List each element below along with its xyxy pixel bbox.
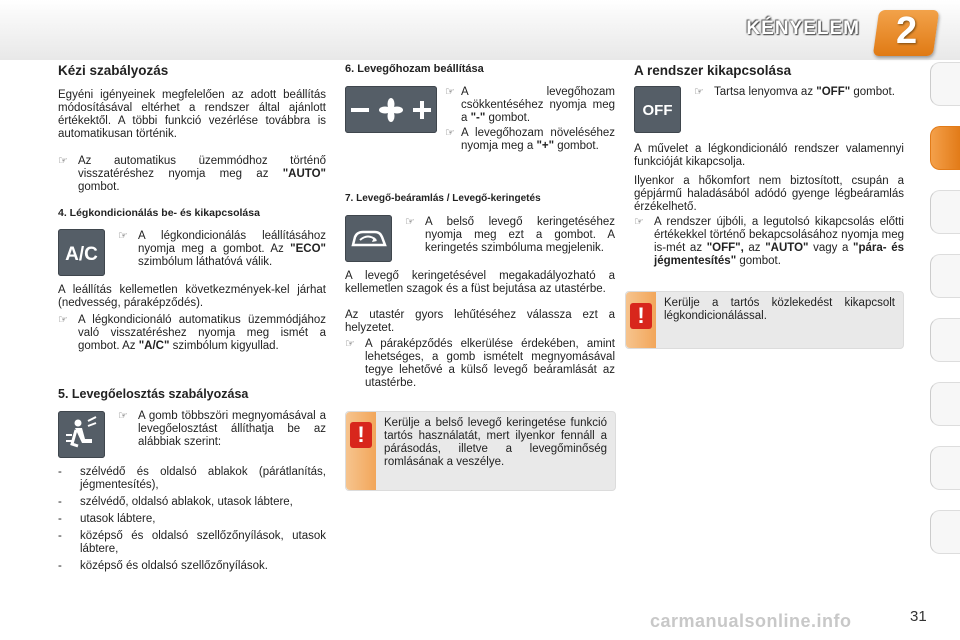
page-number: 31 xyxy=(910,608,927,625)
recirculation-para-1: A levegő keringetésével megakadályozható a kellemetlen szagok és a füst bejutása az utastérbe. xyxy=(345,270,615,295)
chapter-number: 2 xyxy=(896,10,918,52)
text: gombot. xyxy=(850,86,895,98)
text: gombot. xyxy=(736,255,781,267)
text: gombot. xyxy=(78,181,120,193)
text: A levegőhozam csökkentéséhez nyomja meg a xyxy=(461,86,615,124)
chapter-tabs xyxy=(930,62,960,582)
recirculation-bullet-2 xyxy=(345,338,615,390)
recirculation-heading: 7. Levegő-beáramlás / Levegő-keringetés xyxy=(345,193,541,204)
text-bold: "A/C" xyxy=(138,340,170,352)
text: szimbólum kigyullad. xyxy=(169,340,279,352)
watermark: carmanualsonline.info xyxy=(650,611,852,631)
chapter-tab[interactable] xyxy=(930,446,960,490)
distribution-heading: 5. Levegőelosztás szabályozása xyxy=(58,387,249,401)
airflow-heading: 6. Levegőhozam beállítása xyxy=(345,63,484,75)
manual-title: Kézi szabályozás xyxy=(58,63,169,78)
list-item xyxy=(58,560,326,573)
text-bold: "OFF", xyxy=(706,242,744,254)
text: A páraképződés elkerülése érdekében, amint lehetséges, a gomb ismételt megnyomásával tegye lehetővé a külső levegő beáramlását az utastérbe. xyxy=(365,338,615,389)
chapter-tab[interactable] xyxy=(930,510,960,554)
text: gombot. xyxy=(485,112,531,124)
ac-icon-label: A/C xyxy=(65,244,98,265)
airflow-increase-bullet xyxy=(445,127,615,153)
text: A levegőhozam növeléséhez nyomja meg a xyxy=(461,127,615,152)
distribution-bullet xyxy=(118,410,326,449)
list-item-text: szélvédő és oldalsó ablakok (párátlanítás, jégmentesítés), xyxy=(80,466,326,491)
list-item xyxy=(58,466,326,492)
text-bold: "-" xyxy=(470,112,486,124)
recirculation-warning xyxy=(345,411,616,491)
system-off-warning xyxy=(625,291,904,349)
text: A légkondicionálás leállításához nyomja meg a gombot. Az xyxy=(138,230,326,255)
list-item xyxy=(58,496,326,509)
bullet-hand-icon: ☞ xyxy=(634,216,644,228)
off-button-icon xyxy=(634,86,681,133)
text: A légkondicionáló automatikus üzemmódjához való visszatéréshez nyomja meg ismét a gombot. Az xyxy=(78,314,326,352)
dash: - xyxy=(58,496,62,508)
warning-text: Kerülje a tartós közlekedést kikapcsolt légkondicionálással. xyxy=(664,297,895,322)
text-bold: "pára- és jégmentesítés" xyxy=(654,242,904,267)
page-header xyxy=(0,0,960,62)
text: Az automatikus üzemmódhoz történő visszatéréshez nyomja meg az xyxy=(78,155,326,180)
ac-heading: 4. Légkondicionálás be- és kikapcsolása xyxy=(58,207,260,219)
text: gombot. xyxy=(554,140,599,152)
chapter-tab[interactable] xyxy=(930,254,960,298)
recirculation-icon xyxy=(345,215,392,262)
text-bold: "AUTO" xyxy=(282,168,326,180)
dash: - xyxy=(58,560,62,572)
bullet-hand-icon: ☞ xyxy=(58,314,68,326)
manual-bullet xyxy=(58,155,326,194)
ac-bullet xyxy=(118,230,326,269)
off-icon-label: OFF xyxy=(642,102,673,119)
warning-bar xyxy=(626,292,656,348)
ac-para: A leállítás kellemetlen következmények-kel járhat (nedvesség, páraképződés). xyxy=(58,284,326,309)
recirculation-bullet xyxy=(405,216,615,255)
dash: - xyxy=(58,513,62,525)
system-off-bullet xyxy=(694,86,904,99)
text-bold: "ECO" xyxy=(290,243,326,255)
dash: - xyxy=(58,466,62,478)
chapter-tab[interactable] xyxy=(930,190,960,234)
text: az xyxy=(743,242,766,254)
airflow-decrease-bullet xyxy=(445,86,615,125)
bullet-hand-icon: ☞ xyxy=(118,230,128,242)
list-item-text: szélvédő, oldalsó ablakok, utasok lábtere, xyxy=(80,496,293,508)
system-on-bullet xyxy=(634,216,904,268)
warning-icon: ! xyxy=(350,422,372,448)
text: Tartsa lenyomva az xyxy=(714,86,817,98)
list-item xyxy=(58,530,326,556)
recirculation-para-2: Az utastér gyors lehűtéséhez válassza ezt a helyzetet. xyxy=(345,309,615,334)
chapter-tab[interactable] xyxy=(930,382,960,426)
dash: - xyxy=(58,530,62,542)
bullet-hand-icon: ☞ xyxy=(345,338,355,350)
warning-bar xyxy=(346,412,376,490)
list-item-text: középső és oldalsó szellőzőnyílások, utasok lábtere, xyxy=(80,530,326,555)
bullet-hand-icon: ☞ xyxy=(694,86,704,98)
text: A belső levegő keringetéséhez nyomja meg ezt a gombot. A keringetés szimbóluma megjelenik. xyxy=(425,216,615,254)
list-item xyxy=(58,513,326,526)
bullet-hand-icon: ☞ xyxy=(58,155,68,167)
bullet-hand-icon: ☞ xyxy=(445,127,455,139)
list-item-text: utasok lábtere, xyxy=(80,513,156,525)
manual-intro: Egyéni igényeinek megfelelően az adott beállítás módosításával eltérhet a rendszer által ajánlott értékektől. A többi funkció vezérlése továbbra is automatikusan történik. xyxy=(58,89,326,140)
text: A rendszer újbóli, a legutolsó kikapcsolás előtti értékekkel történő bekapcsolásához nyomja meg is-mét az xyxy=(654,216,904,254)
chapter-title: KÉNYELEM xyxy=(746,18,860,39)
ac-bullet-2 xyxy=(58,314,326,353)
chapter-tab[interactable] xyxy=(930,62,960,106)
text-bold: "+" xyxy=(536,140,555,152)
air-distribution-icon xyxy=(58,411,105,458)
system-off-para-2: Ilyenkor a hőkomfort nem biztosított, csupán a gépjármű haladásából adódó gyenge légbeáramlás érzékelhető. xyxy=(634,175,904,213)
warning-text: Kerülje a belső levegő keringetése funkció tartós használatát, mert ilyenkor fennáll a párásodás, illetve a levegőminőség romlásának a veszélye. xyxy=(384,417,607,468)
text: szimbólum láthatóvá válik. xyxy=(138,256,273,268)
text-bold: "OFF" xyxy=(816,86,851,98)
list-item-text: középső és oldalsó szellőzőnyílások. xyxy=(80,560,268,572)
chapter-tab[interactable] xyxy=(930,318,960,362)
bullet-hand-icon: ☞ xyxy=(118,410,128,422)
ac-button-icon xyxy=(58,229,105,276)
system-off-para-1: A művelet a légkondicionáló rendszer valamennyi funkcióját kikapcsolja. xyxy=(634,143,904,168)
bullet-hand-icon: ☞ xyxy=(405,216,415,228)
warning-icon: ! xyxy=(630,303,652,329)
text: A gomb többszöri megnyomásával a levegőelosztást állíthatja be az alábbiak szerint: xyxy=(138,410,326,448)
distribution-list xyxy=(58,466,326,577)
bullet-hand-icon: ☞ xyxy=(445,86,455,98)
text: vagy a xyxy=(808,242,854,254)
chapter-tab-active[interactable] xyxy=(930,126,960,170)
airflow-button-icon xyxy=(345,86,437,133)
system-off-heading: A rendszer kikapcsolása xyxy=(634,63,792,78)
text-bold: "AUTO" xyxy=(765,242,809,254)
